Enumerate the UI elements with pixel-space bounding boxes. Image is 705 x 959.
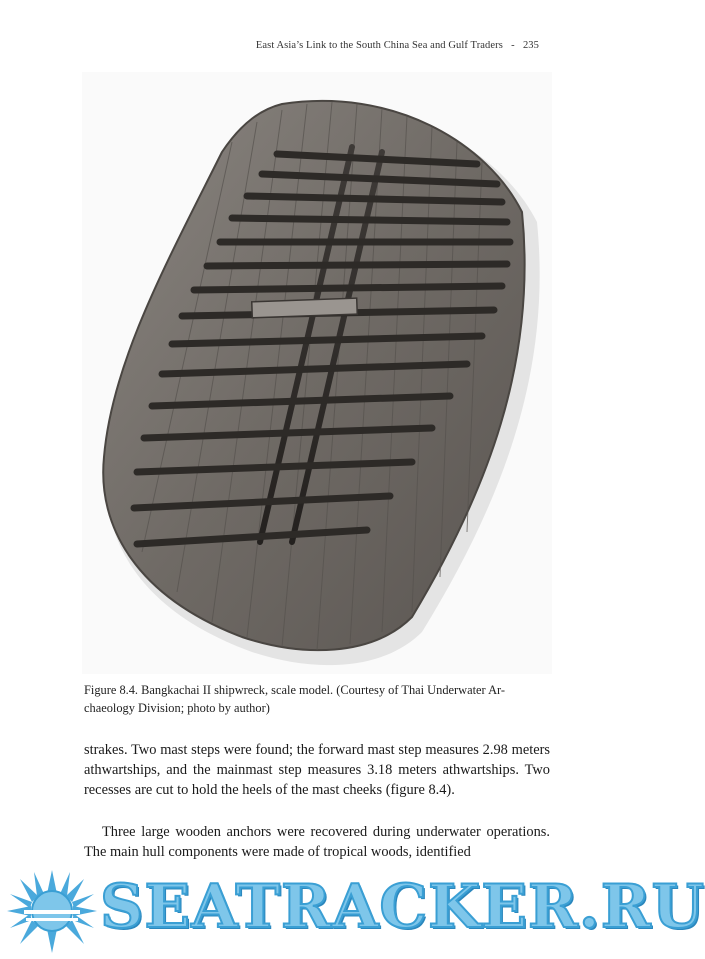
caption-line-1: Figure 8.4. Bangkachai II shipwreck, scale model. (Courtesy of Thai Underwater Ar- (84, 683, 506, 697)
running-title: East Asia’s Link to the South China Sea and Gulf Traders (255, 40, 503, 51)
shipwreck-model-illustration (82, 72, 552, 674)
shipwreck-model-photo (82, 72, 552, 674)
body-paragraph-1: strakes. Two mast steps were found; the forward mast step measures 2.98 meters athwartships, and the mainmast step measures 3.18 meters athwartships. Two recesses are cut to hold the heels of the mast cheeks (figure 8.4). (84, 742, 550, 798)
sun-burst-icon (2, 864, 112, 959)
figure-caption (84, 681, 549, 717)
body-paragraph-2: Three large wooden anchors were recovered during underwater operations. The main hull components were made of tropical woods, identified (84, 824, 550, 860)
running-head (256, 40, 539, 51)
caption-line-2: chaeology Division; photo by author) (84, 701, 270, 715)
page-number: 235 (522, 40, 539, 51)
running-head-separator: - (511, 40, 515, 51)
mast-step (252, 298, 357, 318)
watermark-text: SEATRACKER.RU (100, 872, 705, 942)
